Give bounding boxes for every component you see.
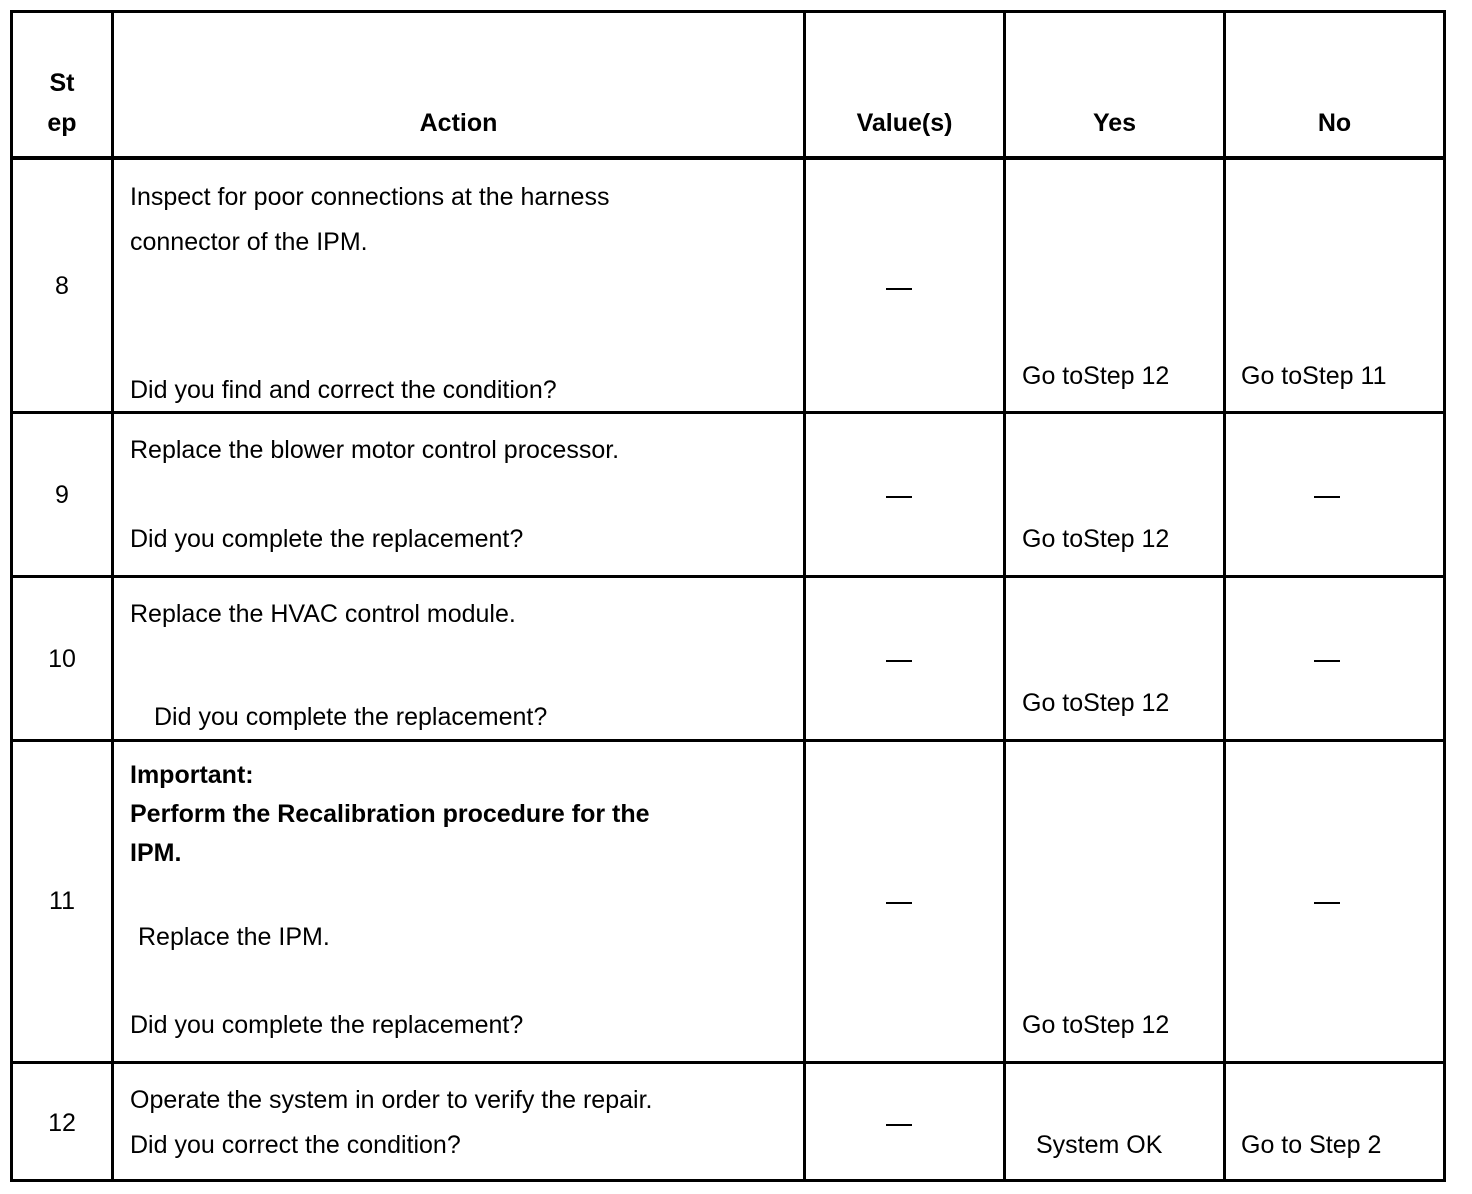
- table-border-right: [1443, 10, 1446, 1182]
- table-border-bottom: [10, 1179, 1446, 1182]
- column-divider: [111, 10, 114, 1182]
- question-text: Did you complete the replacement?: [130, 1011, 524, 1039]
- value-dash: [886, 288, 912, 290]
- row-divider: [10, 575, 1446, 578]
- value-dash: [886, 902, 912, 904]
- header-yes: Yes: [1092, 109, 1137, 137]
- column-divider: [1003, 10, 1006, 1182]
- value-dash: [886, 660, 912, 662]
- action-text: Replace the blower motor control processor.: [130, 436, 620, 464]
- question-text: Did you find and correct the condition?: [130, 376, 557, 404]
- important-label: Important:: [130, 761, 254, 789]
- yes-action: Go toStep 12: [1022, 1011, 1170, 1039]
- header-no: No: [1317, 109, 1352, 137]
- column-divider: [803, 10, 806, 1182]
- yes-action: Go toStep 12: [1022, 362, 1170, 390]
- table-border-left: [10, 10, 13, 1182]
- value-dash: [886, 1124, 912, 1126]
- no-dash: [1314, 902, 1340, 904]
- action-text: Replace the HVAC control module.: [130, 600, 516, 628]
- row-divider: [10, 411, 1446, 414]
- no-dash: [1314, 660, 1340, 662]
- column-divider: [1223, 10, 1226, 1182]
- step-number: 10: [48, 645, 76, 673]
- important-text: IPM.: [130, 839, 182, 867]
- question-text: Did you correct the condition?: [130, 1131, 461, 1159]
- yes-action: Go toStep 12: [1022, 689, 1170, 717]
- header-divider: [10, 156, 1446, 160]
- no-dash: [1314, 496, 1340, 498]
- header-step-line2: ep: [47, 109, 77, 137]
- step-number: 8: [55, 272, 69, 300]
- action-text: Inspect for poor connections at the harness: [130, 183, 610, 211]
- yes-action: Go toStep 12: [1022, 525, 1170, 553]
- no-action: Go to Step 2: [1241, 1131, 1382, 1159]
- header-step-line1: St: [49, 69, 75, 97]
- question-text: Did you complete the replacement?: [154, 703, 548, 731]
- important-text: Perform the Recalibration procedure for the: [130, 800, 650, 828]
- action-text: connector of the IPM.: [130, 228, 368, 256]
- step-number: 12: [48, 1109, 76, 1137]
- step-number: 9: [55, 481, 69, 509]
- diagnostic-table: [10, 10, 1446, 1182]
- header-values: Value(s): [856, 109, 953, 137]
- row-divider: [10, 739, 1446, 742]
- question-text: Did you complete the replacement?: [130, 525, 524, 553]
- table-border-top: [10, 10, 1446, 13]
- row-divider: [10, 1061, 1446, 1064]
- header-action: Action: [419, 109, 498, 137]
- action-text: Operate the system in order to verify the repair.: [130, 1086, 653, 1114]
- step-number: 11: [49, 887, 75, 915]
- value-dash: [886, 496, 912, 498]
- yes-action: System OK: [1036, 1131, 1163, 1159]
- no-action: Go toStep 11: [1241, 362, 1387, 390]
- action-text: Replace the IPM.: [138, 923, 330, 951]
